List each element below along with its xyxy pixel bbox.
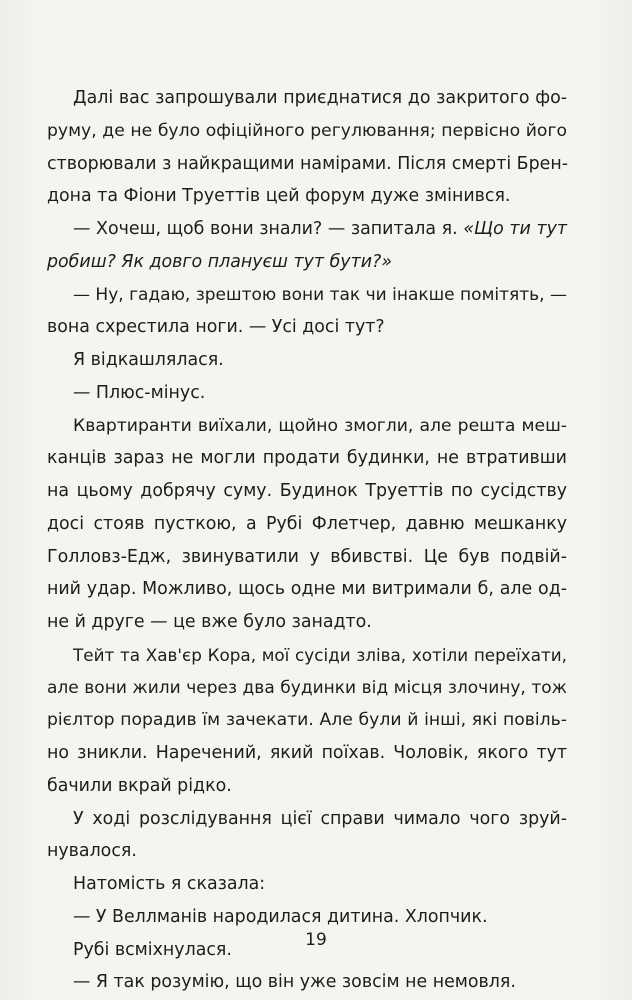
- text-line: Квартиранти виїхали, щойно змогли, але решта меш-: [73, 415, 567, 436]
- text-line: досі стояв пусткою, а Рубі Флетчер, давню мешканку: [47, 513, 567, 534]
- text-line: рієлтор порадив їм зачекати. Але були й інші, які повіль-: [47, 710, 567, 731]
- text-line: Натомість я сказала:: [73, 874, 266, 894]
- text-line: — У Веллманів народилася дитина. Хлопчик.: [73, 906, 488, 927]
- page-number: 19: [305, 930, 327, 950]
- text-line: но зникли. Наречений, який поїхав. Чоловік, якого тут: [47, 743, 567, 763]
- text-line: — Ну, гадаю, зрештою вони так чи інакше помітять, —: [73, 284, 567, 305]
- text-line: на цьому добрячу суму. Будинок Труеттів по сусідству: [47, 481, 567, 501]
- text-line: Голловз-Едж, звинуватили у вбивстві. Це був подвій-: [47, 546, 567, 567]
- text-line: Рубі всміхнулася.: [73, 939, 232, 960]
- text-line: Я відкашлялася.: [73, 350, 224, 370]
- text-segment: — Хочеш, щоб вони знали? — запитала я.: [73, 219, 464, 239]
- text-line: ний удар. Можливо, щось одне ми витримали б, але од-: [47, 579, 567, 600]
- text-line: канців зараз не могли продати будинки, не втративши: [47, 448, 567, 469]
- text-line: — Плюс-мінус.: [73, 382, 206, 403]
- text-line: дона та Фіони Труеттів цей форум дуже змінився.: [47, 186, 511, 207]
- text-line: [47, 246, 567, 279]
- text-line: У ході розслідування цієї справи чимало чого зруй-: [73, 808, 567, 829]
- text-line: Далі вас запрошували приєднатися до закритого фо-: [73, 88, 567, 108]
- text-line: Тейт та Хав'єр Кора, мої сусіди зліва, хотіли переїхати,: [73, 644, 567, 665]
- text-line: але вони жили через два будинки від місця злочину, тож: [47, 677, 567, 698]
- text-line: [47, 213, 567, 246]
- text-line: створювали з найкращими намірами. Після смерті Брен-: [47, 153, 568, 174]
- text-line: руму, де не було офіційного регулювання; первісно його: [47, 120, 567, 141]
- body-text: [47, 82, 567, 999]
- text-line: нувалося.: [47, 841, 137, 862]
- text-line: бачили вкрай рідко.: [47, 775, 232, 796]
- text-line: вона схрестила ноги. — Усі досі тут?: [47, 317, 385, 338]
- text-line: — Я так розумію, що він уже зовсім не немовля.: [73, 972, 516, 993]
- italic-text: робиш? Як довго плануєш тут бути?»: [47, 251, 392, 272]
- text-line: не й друге — це вже було занадто.: [47, 612, 372, 632]
- italic-text: «Що ти тут: [463, 219, 568, 239]
